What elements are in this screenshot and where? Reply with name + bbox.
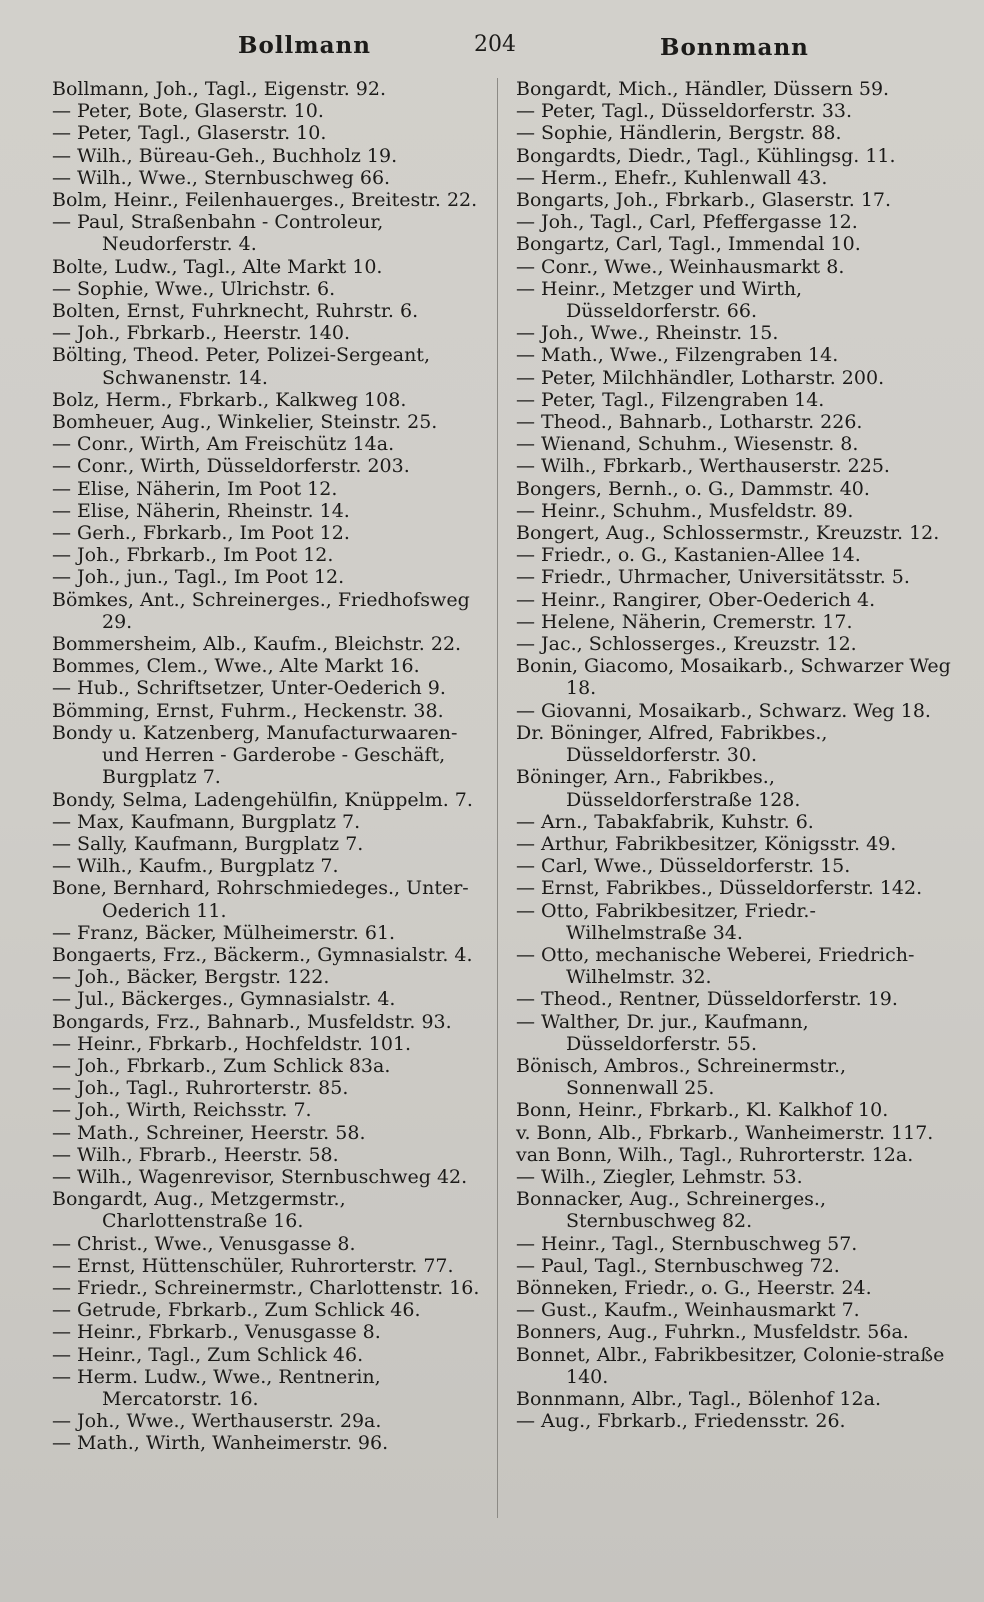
- directory-entry: — Hub., Schriftsetzer, Unter-Oederich 9.: [52, 677, 446, 700]
- directory-entry: — Christ., Wwe., Venusgasse 8.: [52, 1232, 356, 1255]
- directory-entry: — Friedr., Uhrmacher, Universitätsstr. 5.: [516, 566, 910, 589]
- directory-entry: — Giovanni, Mosaikarb., Schwarz. Weg 18.: [516, 699, 931, 722]
- directory-entry: Bölting, Theod. Peter, Polizei-Sergeant, Schwanenstr. 14.: [52, 344, 430, 389]
- directory-entry: Bonnet, Albr., Fabrikbesitzer, Colonie-straße 140.: [516, 1343, 945, 1388]
- directory-entry: — Wienand, Schuhm., Wiesenstr. 8.: [516, 433, 859, 456]
- directory-entry: — Herm., Ehefr., Kuhlenwall 43.: [516, 166, 828, 189]
- directory-entry: Böninger, Arn., Fabrikbes., Düsseldorferstraße 128.: [516, 766, 801, 811]
- directory-entry: Bongardt, Aug., Metzgermstr., Charlottenstraße 16.: [52, 1188, 346, 1233]
- directory-entry: — Joh., Fbrkarb., Im Poot 12.: [52, 544, 334, 567]
- directory-entry: — Heinr., Rangirer, Ober-Oederich 4.: [516, 588, 876, 611]
- header-last-name: Bonnmann: [660, 34, 809, 61]
- directory-entry: Bönneken, Friedr., o. G., Heerstr. 24.: [516, 1276, 872, 1299]
- directory-entry: Dr. Böninger, Alfred, Fabrikbes., Düsseldorferstr. 30.: [516, 721, 828, 767]
- directory-entry: — Elise, Näherin, Im Poot 12.: [52, 477, 338, 500]
- directory-entry: — Otto, mechanische Weberei, Friedrich-Wilhelmstr. 32.: [516, 943, 915, 989]
- header-first-name: Bollmann: [238, 32, 371, 59]
- directory-entry: — Wilh., Fbrkarb., Werthauserstr. 225.: [516, 455, 890, 478]
- directory-entry: — Joh., Fbrkarb., Heerstr. 140.: [52, 322, 350, 345]
- directory-entry: — Heinr., Tagl., Sternbuschweg 57.: [516, 1232, 858, 1255]
- directory-entry: — Joh., Tagl., Ruhrorterstr. 85.: [52, 1077, 349, 1100]
- directory-entry: van Bonn, Wilh., Tagl., Ruhrorterstr. 12a.: [516, 1143, 914, 1166]
- directory-entry: — Carl, Wwe., Düsseldorferstr. 15.: [516, 855, 851, 878]
- directory-entry: Bonnmann, Albr., Tagl., Bölenhof 12a.: [516, 1387, 881, 1410]
- directory-entry: — Peter, Tagl., Düsseldorferstr. 33.: [516, 100, 853, 123]
- directory-entry: — Paul, Tagl., Sternbuschweg 72.: [516, 1254, 840, 1277]
- directory-entry: Bolte, Ludw., Tagl., Alte Markt 10.: [52, 255, 383, 278]
- directory-entry: — Joh., Wirth, Reichsstr. 7.: [52, 1099, 312, 1122]
- directory-entry: — Joh., Fbrkarb., Zum Schlick 83a.: [52, 1054, 391, 1077]
- directory-entry: Bongards, Frz., Bahnarb., Musfeldstr. 93.: [52, 1010, 452, 1033]
- directory-entry: — Wilh., Kaufm., Burgplatz 7.: [52, 855, 339, 878]
- directory-entry: Bondy u. Katzenberg, Manufacturwaaren- und Herren - Garderobe - Geschäft, Burgplatz 7.: [52, 721, 458, 789]
- directory-entry: Bollmann, Joh., Tagl., Eigenstr. 92.: [52, 78, 387, 100]
- directory-entry: — Otto, Fabrikbesitzer, Friedr.-Wilhelmstraße 34.: [516, 899, 816, 944]
- directory-entry: — Getrude, Fbrkarb., Zum Schlick 46.: [52, 1299, 421, 1322]
- directory-entry: — Conr., Wirth, Am Freischütz 14a.: [52, 433, 395, 456]
- directory-entry: — Heinr., Metzger und Wirth, Düsseldorferstr. 66.: [516, 277, 803, 323]
- directory-entry: — Math., Wirth, Wanheimerstr. 96.: [52, 1432, 389, 1455]
- right-column: [516, 78, 952, 1432]
- directory-entry: — Helene, Näherin, Cremerstr. 17.: [516, 610, 853, 633]
- directory-entry: — Wilh., Ziegler, Lehmstr. 53.: [516, 1165, 803, 1188]
- directory-entry: — Herm. Ludw., Wwe., Rentnerin, Mercatorstr. 16.: [52, 1365, 381, 1410]
- left-column: [52, 78, 482, 1455]
- directory-entry: — Sophie, Wwe., Ulrichstr. 6.: [52, 277, 336, 300]
- directory-entry: — Joh., Wwe., Werthauserstr. 29a.: [52, 1410, 382, 1433]
- directory-entry: — Max, Kaufmann, Burgplatz 7.: [52, 810, 361, 833]
- column-divider: [497, 78, 498, 1518]
- directory-entry: Bongers, Bernh., o. G., Dammstr. 40.: [516, 477, 870, 500]
- directory-entry: — Ernst, Hüttenschüler, Ruhrorterstr. 77.: [52, 1254, 454, 1277]
- directory-entry: — Theod., Bahnarb., Lotharstr. 226.: [516, 411, 863, 434]
- directory-entry: — Math., Wwe., Filzengraben 14.: [516, 344, 839, 367]
- directory-entry: — Heinr., Schuhm., Musfeldstr. 89.: [516, 499, 854, 522]
- directory-entry: Bonin, Giacomo, Mosaikarb., Schwarzer Weg 18.: [516, 655, 951, 700]
- directory-entry: — Franz, Bäcker, Mülheimerstr. 61.: [52, 921, 396, 944]
- directory-entry: — Peter, Tagl., Glaserstr. 10.: [52, 122, 327, 145]
- directory-entry: — Gust., Kaufm., Weinhausmarkt 7.: [516, 1299, 860, 1322]
- directory-entry: — Math., Schreiner, Heerstr. 58.: [52, 1121, 366, 1144]
- directory-entry: Bongarts, Joh., Fbrkarb., Glaserstr. 17.: [516, 189, 892, 212]
- directory-entry: — Wilh., Wwe., Sternbuschweg 66.: [52, 166, 391, 189]
- directory-entry: — Ernst, Fabrikbes., Düsseldorferstr. 142.: [516, 877, 923, 900]
- directory-entry: — Friedr., o. G., Kastanien-Allee 14.: [516, 544, 861, 567]
- directory-entry: — Gerh., Fbrkarb., Im Poot 12.: [52, 522, 350, 545]
- directory-entry: — Paul, Straßenbahn - Controleur, Neudorferstr. 4.: [52, 211, 384, 256]
- directory-entry: — Sophie, Händlerin, Bergstr. 88.: [516, 122, 842, 145]
- directory-entry: — Aug., Fbrkarb., Friedensstr. 26.: [516, 1410, 846, 1433]
- directory-entry: Bolten, Ernst, Fuhrknecht, Ruhrstr. 6.: [52, 300, 419, 323]
- directory-entry: — Wilh., Fbrarb., Heerstr. 58.: [52, 1143, 339, 1166]
- page-header: [0, 28, 984, 68]
- directory-entry: Bömkes, Ant., Schreinerges., Friedhofsweg 29.: [52, 588, 470, 633]
- directory-entry: — Heinr., Fbrkarb., Hochfeldstr. 101.: [52, 1032, 412, 1055]
- directory-entry: — Conr., Wirth, Düsseldorferstr. 203.: [52, 455, 410, 478]
- directory-entry: v. Bonn, Alb., Fbrkarb., Wanheimerstr. 117.: [516, 1121, 934, 1144]
- directory-entry: — Heinr., Tagl., Zum Schlick 46.: [52, 1343, 364, 1366]
- directory-entry: — Jul., Bäckerges., Gymnasialstr. 4.: [52, 988, 396, 1011]
- directory-entry: — Arthur, Fabrikbesitzer, Königsstr. 49.: [516, 832, 897, 855]
- directory-entry: — Friedr., Schreinermstr., Charlottenstr. 16.: [52, 1276, 480, 1299]
- directory-entry: Bolz, Herm., Fbrkarb., Kalkweg 108.: [52, 388, 407, 411]
- directory-entry: Bongaerts, Frz., Bäckerm., Gymnasialstr. 4.: [52, 943, 473, 966]
- directory-entry: — Peter, Bote, Glaserstr. 10.: [52, 100, 324, 123]
- directory-entry: Bone, Bernhard, Rohrschmiedeges., Unter-Oederich 11.: [52, 877, 469, 922]
- directory-entry: Bömming, Ernst, Fuhrm., Heckenstr. 38.: [52, 699, 444, 722]
- directory-entry: — Joh., jun., Tagl., Im Poot 12.: [52, 566, 345, 589]
- directory-entry: Bongert, Aug., Schlossermstr., Kreuzstr. 12.: [516, 522, 940, 545]
- directory-entry: — Sally, Kaufmann, Burgplatz 7.: [52, 832, 364, 855]
- directory-entry: Bongartz, Carl, Tagl., Immendal 10.: [516, 233, 861, 256]
- directory-entry: Bonners, Aug., Fuhrkn., Musfeldstr. 56a.: [516, 1321, 909, 1344]
- directory-entry: Bonnacker, Aug., Schreinerges., Sternbuschweg 82.: [516, 1188, 827, 1233]
- directory-entry: — Peter, Milchhändler, Lotharstr. 200.: [516, 366, 885, 389]
- directory-entry: — Wilh., Büreau-Geh., Buchholz 19.: [52, 144, 398, 167]
- directory-entry: — Wilh., Wagenrevisor, Sternbuschweg 42.: [52, 1165, 468, 1188]
- directory-entry: — Conr., Wwe., Weinhausmarkt 8.: [516, 255, 845, 278]
- directory-entry: — Heinr., Fbrkarb., Venusgasse 8.: [52, 1321, 381, 1344]
- directory-entry: Bönisch, Ambros., Schreinermstr., Sonnenwall 25.: [516, 1054, 847, 1100]
- directory-entry: Bongardt, Mich., Händler, Düssern 59.: [516, 78, 890, 100]
- directory-entry: Bongardts, Diedr., Tagl., Kühlingsg. 11.: [516, 144, 896, 167]
- directory-entry: — Elise, Näherin, Rheinstr. 14.: [52, 499, 350, 522]
- directory-entry: — Theod., Rentner, Düsseldorferstr. 19.: [516, 988, 898, 1011]
- page-number: 204: [474, 32, 516, 57]
- directory-entry: — Walther, Dr. jur., Kaufmann, Düsseldorferstr. 55.: [516, 1010, 809, 1055]
- directory-entry: — Peter, Tagl., Filzengraben 14.: [516, 388, 825, 411]
- directory-entry: — Arn., Tabakfabrik, Kuhstr. 6.: [516, 810, 814, 833]
- directory-entry: Bonn, Heinr., Fbrkarb., Kl. Kalkhof 10.: [516, 1099, 889, 1122]
- directory-entry: Bommes, Clem., Wwe., Alte Markt 16.: [52, 655, 420, 678]
- directory-entry: — Joh., Bäcker, Bergstr. 122.: [52, 966, 330, 989]
- directory-entry: — Joh., Tagl., Carl, Pfeffergasse 12.: [516, 211, 858, 234]
- directory-entry: Bomheuer, Aug., Winkelier, Steinstr. 25.: [52, 411, 438, 434]
- directory-entry: — Joh., Wwe., Rheinstr. 15.: [516, 322, 779, 345]
- directory-entry: — Jac., Schlosserges., Kreuzstr. 12.: [516, 633, 857, 656]
- directory-entry: Bolm, Heinr., Feilenhauerges., Breitestr. 22.: [52, 189, 478, 212]
- directory-entry: Bondy, Selma, Ladengehülfin, Knüppelm. 7.: [52, 788, 473, 811]
- directory-entry: Bommersheim, Alb., Kaufm., Bleichstr. 22.: [52, 633, 462, 656]
